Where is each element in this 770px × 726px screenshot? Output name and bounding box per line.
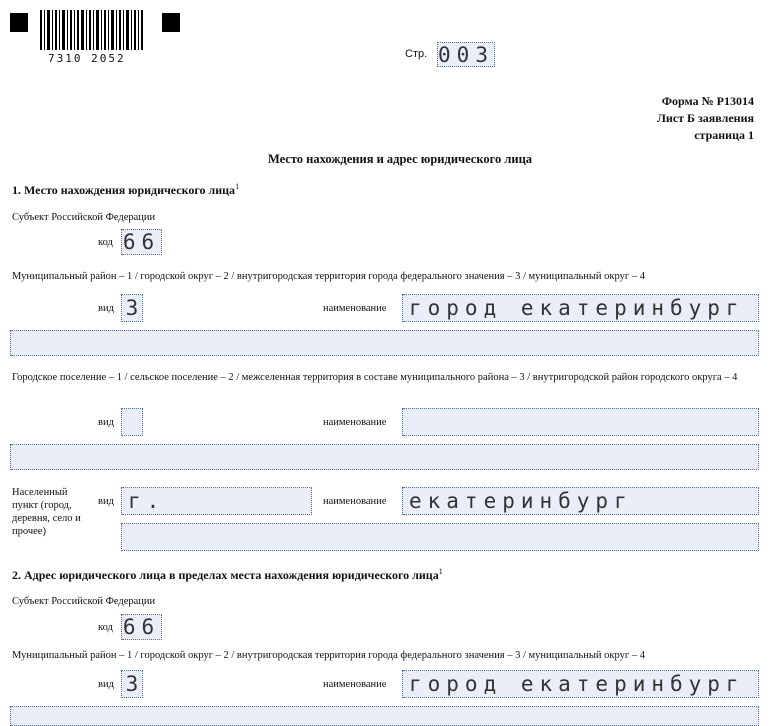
section2-code-label: код [98, 622, 113, 633]
section2-municipal-name-overflow-cell [11, 706, 759, 726]
page-number-cell [438, 42, 495, 67]
section1-settlement-type-cell [122, 408, 143, 436]
page-number-field[interactable] [437, 42, 495, 67]
section1-code-label: код [98, 237, 113, 248]
section1-locality-name-overflow[interactable] [121, 523, 759, 551]
section1-footnote: 1 [235, 182, 240, 191]
section2-municipal-name-overflow[interactable] [10, 706, 759, 726]
section1-locality-type-field[interactable] [121, 487, 312, 515]
section2-footnote: 1 [438, 567, 443, 576]
form-sheet: Лист Б заявления [656, 111, 754, 125]
section1-locality-name-field[interactable] [402, 487, 759, 515]
section1-locality-type: г. [122, 487, 312, 515]
barcode-number: 7310 2052 [48, 52, 126, 65]
section1-subject-label: Субъект Российской Федерации [12, 212, 156, 223]
section1-municipal-name: город екатеринбург [403, 294, 759, 322]
section1-settlement-type-label: вид [98, 417, 114, 428]
section1-locality-name-overflow-cell [122, 523, 759, 551]
section1-settlement-name-field[interactable] [402, 408, 759, 436]
section1-municipal-type: 3 [122, 294, 143, 322]
section1-municipal-name-overflow[interactable] [10, 330, 759, 356]
section1-region-code-field[interactable] [121, 229, 162, 255]
section2-heading [12, 567, 443, 583]
section1-municipal-name-field[interactable] [402, 294, 759, 322]
registration-marker-right [162, 13, 180, 32]
section1-locality-name: екатеринбург [403, 487, 759, 515]
section1-locality-name-label: наименование [323, 496, 387, 507]
section1-locality-type-label: вид [98, 496, 114, 507]
page-title: Место нахождения и адрес юридического лица [267, 152, 533, 166]
page-number: 003 [438, 42, 494, 67]
section1-municipal-type-label: вид [98, 303, 114, 314]
section1-settlement-hint: Городское поселение – 1 / сельское поселение – 2 / межселенная территория в составе муниципального района – 3 / внутригородской район городского округа – 4 [12, 372, 738, 383]
section2-municipal-type: 3 [122, 670, 143, 698]
page-label: Стр. [405, 48, 428, 60]
section1-municipal-hint: Муниципальный район – 1 / городской округ – 2 / внутригородская территория города федерального значения – 3 / муниципальный округ – 4 [12, 271, 645, 282]
section1-settlement-name-overflow-cell [11, 444, 759, 470]
barcode [40, 10, 144, 50]
section1-heading-text: 1. Место нахождения юридического лица [12, 183, 236, 197]
section2-region-code-field[interactable] [121, 614, 162, 640]
section2-municipal-type-field[interactable] [121, 670, 143, 698]
section1-municipal-name-label: наименование [323, 303, 387, 314]
registration-marker-left [10, 13, 28, 32]
section1-settlement-name-overflow[interactable] [10, 444, 759, 470]
section1-municipal-name-overflow-cell [11, 330, 759, 356]
section2-subject-label: Субъект Российской Федерации [12, 596, 156, 607]
section2-municipal-name: город екатеринбург [403, 670, 759, 698]
section2-region-code: 66 [122, 615, 161, 639]
section1-settlement-name-cell [403, 408, 759, 436]
form-page: страница 1 [694, 128, 754, 142]
section1-locality-label: Населенный пункт (город, деревня, село и прочее) [12, 487, 81, 537]
form-title [657, 93, 754, 144]
form-number: Форма № Р13014 [661, 94, 754, 108]
section1-heading [12, 182, 239, 198]
section2-municipal-type-label: вид [98, 679, 114, 690]
section1-settlement-name-label: наименование [323, 417, 387, 428]
section1-municipal-type-field[interactable] [121, 294, 143, 322]
section2-municipal-name-field[interactable] [402, 670, 759, 698]
section1-settlement-type-field[interactable] [121, 408, 143, 436]
section2-municipal-name-label: наименование [323, 679, 387, 690]
section2-municipal-hint: Муниципальный район – 1 / городской округ – 2 / внутригородская территория города федерального значения – 3 / муниципальный округ – 4 [12, 650, 645, 661]
section1-region-code: 66 [122, 230, 161, 254]
section2-heading-text: 2. Адрес юридического лица в пределах места нахождения юридического лица [12, 568, 439, 582]
